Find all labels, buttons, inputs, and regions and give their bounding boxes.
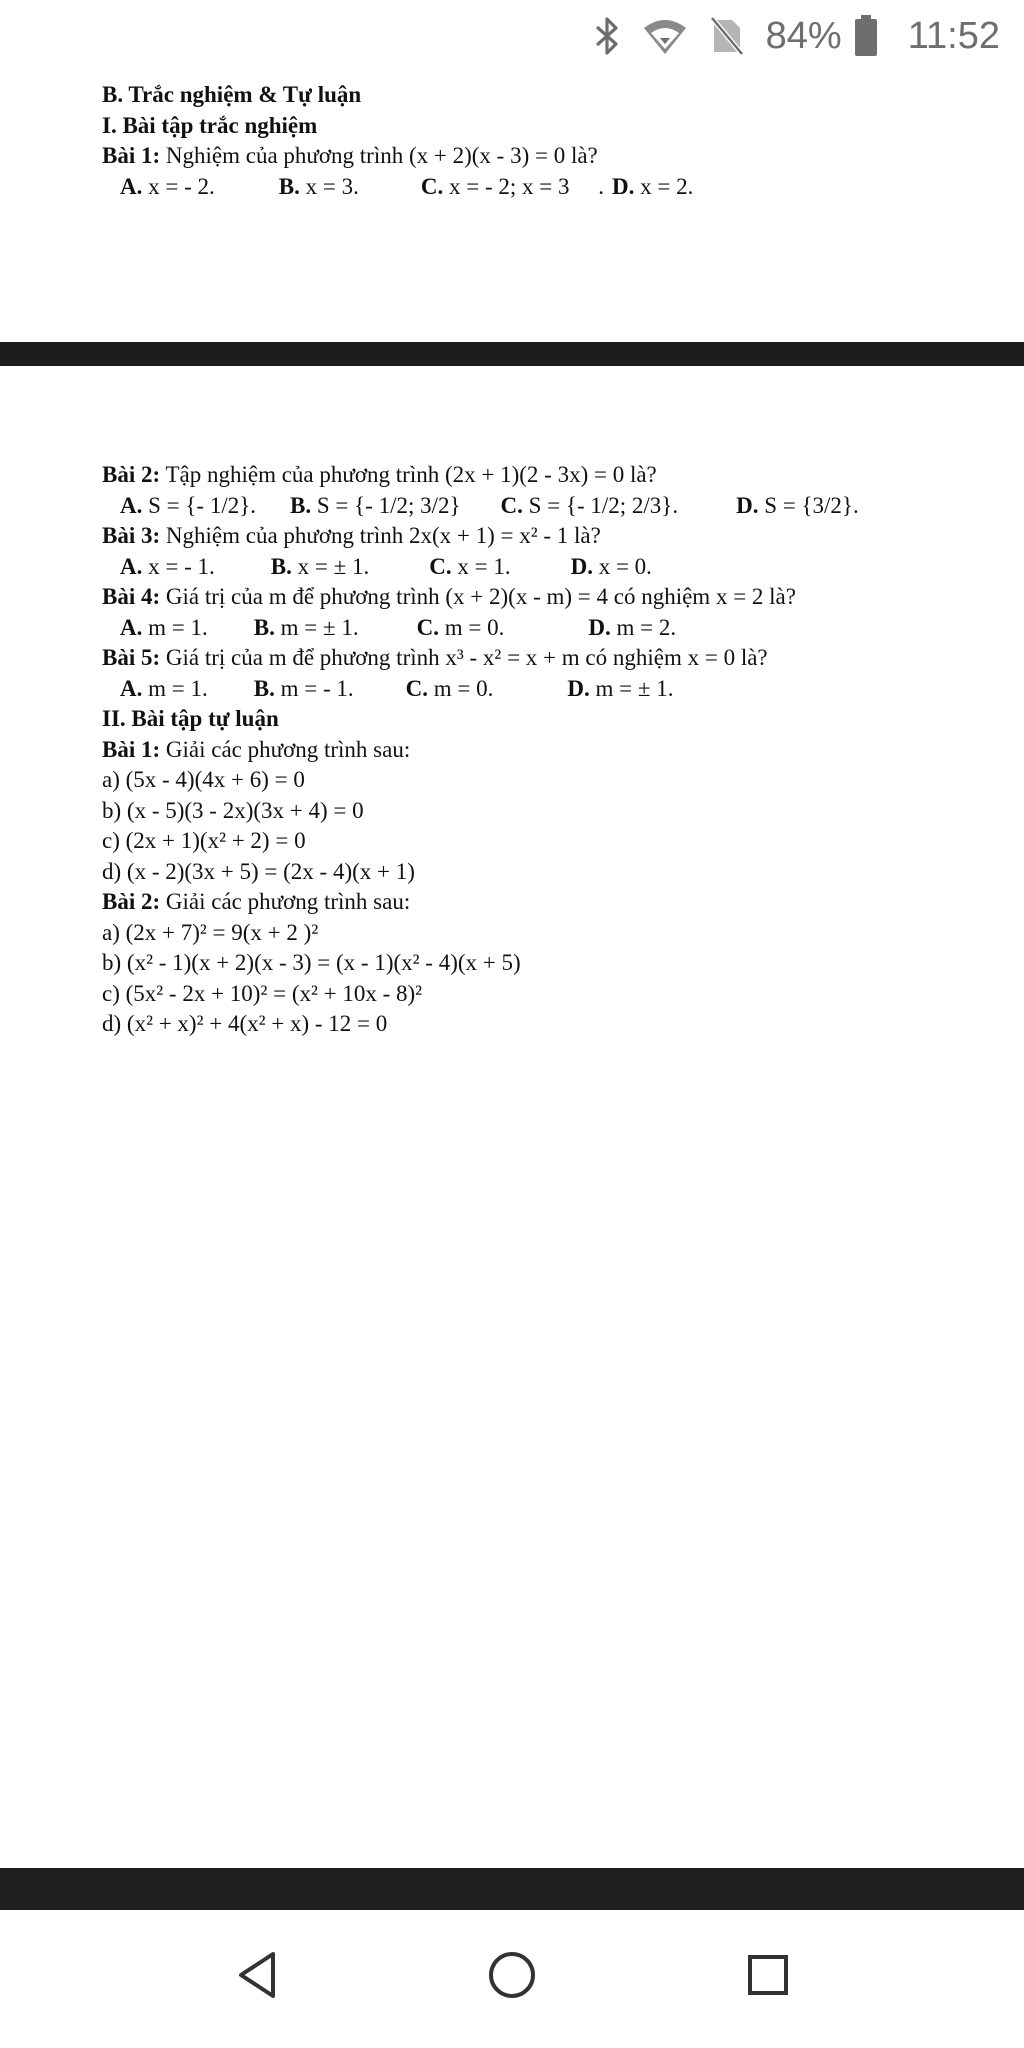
option-value: x = ± 1.	[291, 553, 370, 579]
option-b	[290, 491, 461, 522]
option-key: D.	[570, 553, 593, 579]
option-c	[406, 674, 494, 705]
option-key: D.	[567, 675, 590, 701]
option-key: C.	[420, 173, 444, 199]
question-text: Giá trị của m để phương trình x³ - x² = x + m có nghiệm x = 0 là?	[160, 645, 768, 670]
home-icon	[487, 1950, 537, 2005]
option-key: A.	[120, 614, 143, 640]
question-text: Nghiệm của phương trình (x + 2)(x - 3) = 0 là?	[160, 143, 598, 168]
question-label: Bài 3:	[102, 523, 161, 548]
question-5-options	[102, 674, 859, 705]
page-divider	[0, 342, 1024, 366]
option-value: m = 2.	[610, 614, 677, 640]
option-key: A.	[120, 492, 143, 518]
page-divider	[0, 1868, 1024, 1910]
option-value: m = 1.	[142, 675, 208, 701]
essay-label: Bài 1:	[102, 736, 161, 762]
option-value: x = 1.	[451, 553, 511, 579]
option-value: x = - 1.	[142, 553, 215, 579]
option-d	[571, 552, 652, 583]
recents-icon	[746, 1953, 790, 2002]
essay-1	[102, 735, 859, 766]
option-value: m = ± 1.	[589, 675, 674, 701]
status-bar	[0, 0, 1024, 72]
question-label: Bài 4:	[102, 584, 161, 609]
part1-title: I. Bài tập trắc nghiệm	[102, 112, 318, 138]
option-c	[417, 613, 505, 644]
battery-percent: 84%	[765, 14, 842, 57]
option-value: m = ± 1.	[274, 614, 359, 640]
question-5	[102, 643, 859, 674]
recents-button[interactable]	[733, 1942, 803, 2012]
option-b	[254, 674, 354, 705]
option-a	[120, 552, 215, 583]
option-key: C.	[416, 614, 439, 640]
question-text: Nghiệm của phương trình 2x(x + 1) = x² - 1 là?	[160, 523, 601, 548]
part2-title: II. Bài tập tự luận	[102, 706, 279, 731]
option-b	[279, 172, 359, 203]
essay-2-item-b: b) (x² - 1)(x + 2)(x - 3) = (x - 1)(x² - 4)(x + 5)	[102, 950, 521, 975]
essay-1-item-b: b) (x - 5)(3 - 2x)(3x + 4) = 0	[102, 797, 364, 823]
option-a	[120, 674, 208, 705]
back-button[interactable]	[222, 1942, 292, 2012]
option-value: x = 0.	[592, 553, 652, 579]
question-label: Bài 5:	[102, 645, 161, 670]
question-1-options	[102, 172, 693, 203]
question-2	[102, 460, 859, 491]
essay-2-item-c: c) (5x² - 2x + 10)² = (x² + 10x - 8)²	[102, 980, 423, 1006]
option-a	[120, 172, 215, 203]
option-key: C.	[405, 675, 428, 701]
essay-1-item-d: d) (x - 2)(3x + 5) = (2x - 4)(x + 1)	[102, 858, 415, 884]
option-a	[120, 491, 256, 522]
option-key: B.	[253, 614, 275, 640]
option-key: B.	[270, 553, 292, 579]
document-page-2	[0, 366, 1024, 1868]
option-b	[254, 613, 359, 644]
option-value: S = {- 1/2; 3/2}	[311, 492, 461, 518]
essay-text: Giải các phương trình sau:	[160, 889, 411, 914]
question-4-options	[102, 613, 859, 644]
document-page-1	[0, 72, 1024, 342]
page-1-content	[102, 80, 693, 202]
option-value: S = {3/2}.	[758, 492, 859, 518]
section-title: B. Trắc nghiệm & Tự luận	[102, 82, 362, 107]
option-c	[421, 172, 604, 203]
essay-2-item-d: d) (x² + x)² + 4(x² + x) - 12 = 0	[102, 1011, 388, 1036]
option-value: m = 1.	[142, 614, 208, 640]
option-value: m = - 1.	[274, 675, 354, 701]
essay-1-item-a: a) (5x - 4)(4x + 6) = 0	[102, 767, 305, 792]
essay-1-item-c: c) (2x + 1)(x² + 2) = 0	[102, 828, 306, 853]
navigation-bar	[0, 1910, 1024, 2048]
option-value: S = {- 1/2; 2/3}.	[522, 492, 679, 518]
question-label: Bài 1:	[102, 143, 161, 168]
clock-time: 11:52	[907, 14, 1000, 57]
no-sim-icon	[710, 16, 744, 56]
question-1	[102, 141, 693, 172]
battery-icon	[854, 15, 878, 57]
option-value: x = 2.	[634, 173, 694, 199]
option-d	[736, 491, 859, 522]
bluetooth-icon	[594, 16, 620, 56]
option-key: C.	[500, 492, 523, 518]
option-value: m = 0.	[428, 675, 494, 701]
option-key: D.	[611, 173, 635, 199]
essay-2	[102, 887, 859, 918]
option-key: A.	[120, 173, 143, 199]
question-3	[102, 521, 859, 552]
option-key: B.	[278, 173, 300, 199]
option-key: D.	[736, 492, 759, 518]
question-text: Tập nghiệm của phương trình (2x + 1)(2 - 3x) = 0 là?	[160, 462, 657, 487]
option-value: x = - 2; x = 3 .	[443, 173, 604, 199]
question-4	[102, 582, 859, 613]
option-c	[501, 491, 679, 522]
essay-2-item-a: a) (2x + 7)² = 9(x + 2 )²	[102, 919, 319, 945]
wifi-icon	[642, 16, 688, 56]
option-key: A.	[120, 675, 143, 701]
question-label: Bài 2:	[102, 462, 161, 487]
option-value: x = - 2.	[142, 173, 215, 199]
essay-text: Giải các phương trình sau:	[160, 736, 411, 762]
question-3-options	[102, 552, 859, 583]
option-value: m = 0.	[438, 614, 505, 640]
option-d	[612, 172, 693, 203]
option-value: S = {- 1/2}.	[142, 492, 257, 518]
home-button[interactable]	[477, 1942, 547, 2012]
option-value: x = 3.	[299, 173, 359, 199]
essay-label: Bài 2:	[102, 889, 161, 914]
option-c	[429, 552, 510, 583]
option-key: A.	[120, 553, 143, 579]
option-key: B.	[290, 492, 312, 518]
option-d	[567, 674, 673, 705]
page-2-content	[102, 460, 859, 1040]
question-2-options	[102, 491, 859, 522]
option-key: B.	[253, 675, 275, 701]
back-icon	[235, 1950, 279, 2005]
option-b	[271, 552, 369, 583]
question-text: Giá trị của m để phương trình (x + 2)(x - m) = 4 có nghiệm x = 2 là?	[160, 584, 796, 609]
option-key: C.	[429, 553, 452, 579]
option-key: D.	[588, 614, 611, 640]
option-a	[120, 613, 208, 644]
option-d	[588, 613, 676, 644]
